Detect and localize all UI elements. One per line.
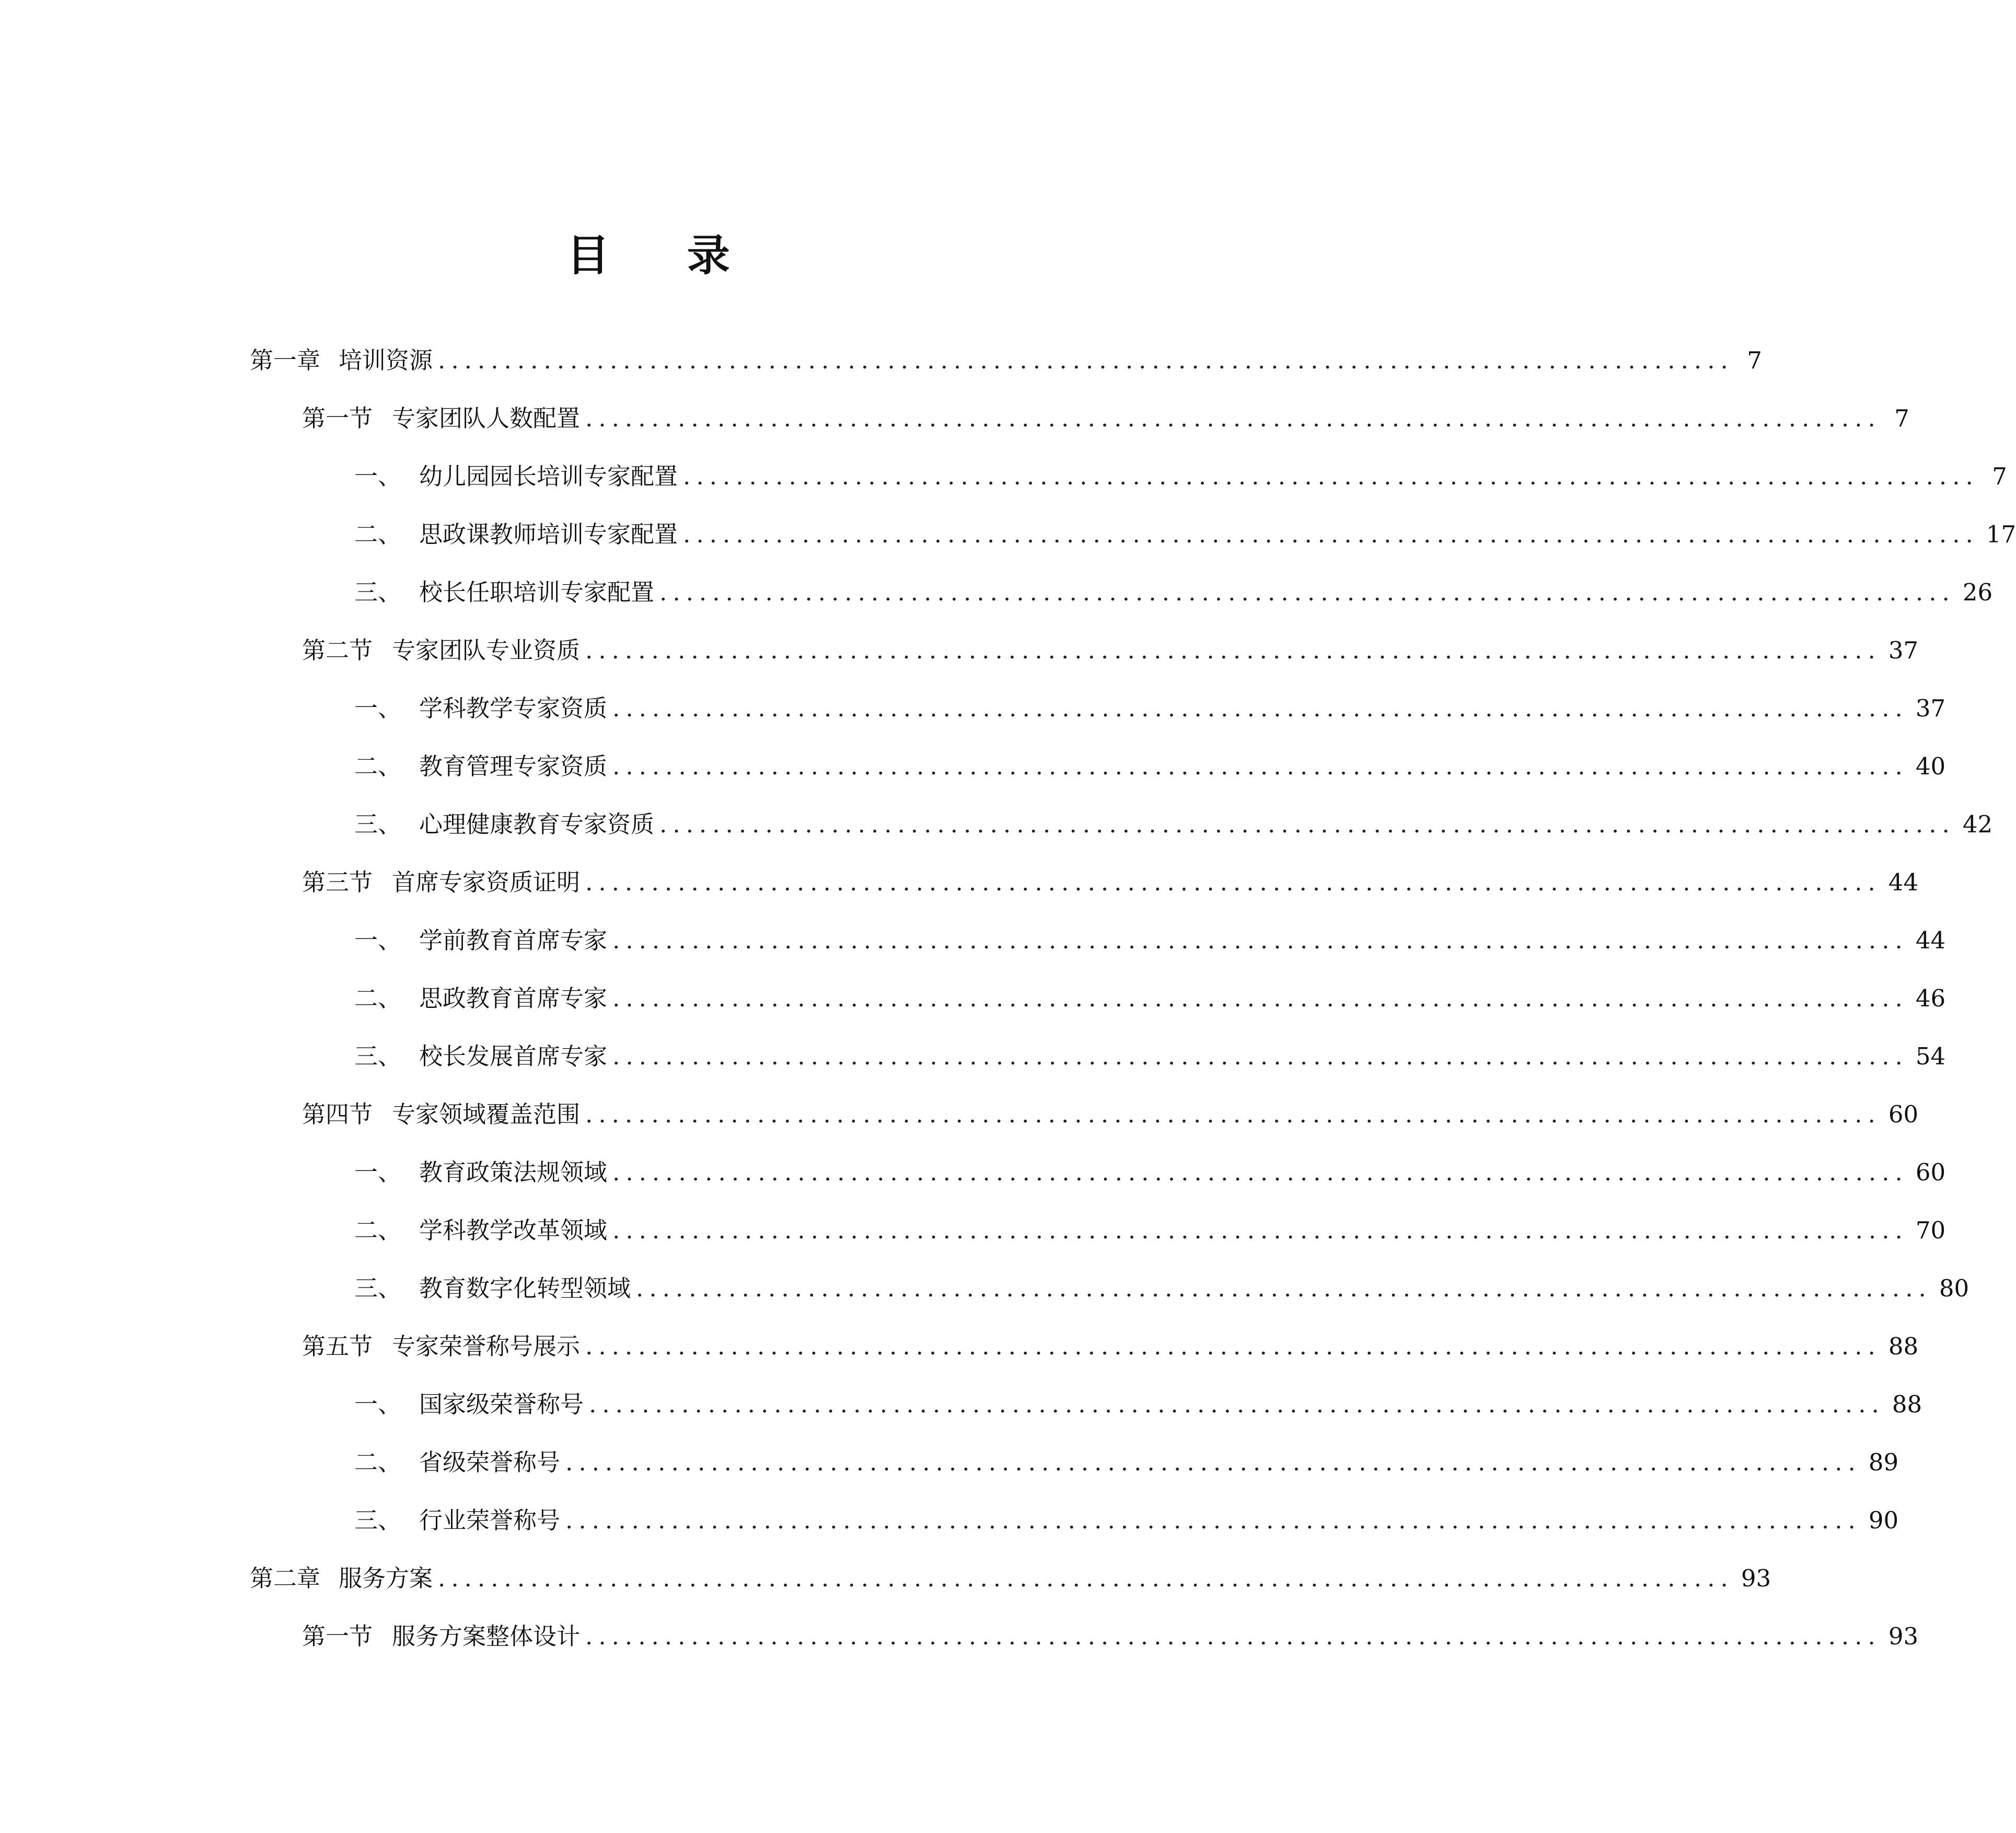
toc-page-number: 80 — [1939, 1274, 1969, 1302]
toc-entry-text: 学科教学改革领域 — [419, 1216, 608, 1244]
toc-entry-text: 教育管理专家资质 — [419, 752, 608, 780]
dot-leader: .................................................................................................. — [683, 520, 1979, 548]
toc-entry-number: 三、 — [354, 1042, 402, 1070]
toc-entry-number: 一、 — [354, 1390, 402, 1418]
toc-page-number: 7 — [1992, 462, 2007, 490]
dot-leader: .................................................................................................. — [659, 578, 1955, 606]
toc-entry[interactable] — [250, 340, 1762, 381]
toc-page-number: 70 — [1915, 1216, 1946, 1244]
toc-page-number: 40 — [1915, 752, 1946, 780]
toc-entry-number: 三、 — [354, 810, 402, 838]
toc-entry-label — [354, 1036, 607, 1077]
toc-entry-text: 服务方案 — [339, 1564, 433, 1592]
toc-entry-number: 一、 — [354, 462, 402, 490]
toc-page-number: 60 — [1915, 1158, 1946, 1186]
toc-page-number: 93 — [1741, 1564, 1771, 1592]
toc-entry-text: 省级荣誉称号 — [419, 1448, 561, 1476]
toc-entry-text: 专家团队人数配置 — [392, 404, 581, 432]
toc-entry-number: 第一节 — [302, 404, 373, 432]
toc-entry[interactable] — [354, 1500, 1899, 1541]
toc-entry-label — [302, 1094, 580, 1135]
toc-entry-text: 专家领域覆盖范围 — [392, 1100, 581, 1128]
dot-leader: .................................................................................................. — [659, 810, 1955, 838]
toc-entry-label — [354, 920, 607, 961]
toc-entry[interactable] — [354, 978, 1946, 1019]
dot-leader: .................................................................................................. — [585, 1332, 1881, 1360]
toc-page-number: 26 — [1962, 578, 1993, 606]
toc-page-number: 46 — [1915, 984, 1946, 1012]
toc-entry-number: 二、 — [354, 984, 402, 1012]
dot-leader: .................................................................................................. — [612, 926, 1908, 954]
toc-entry-number: 三、 — [354, 1274, 402, 1302]
toc-entry-number: 一、 — [354, 694, 402, 722]
dot-leader: .................................................................................................. — [565, 1448, 1861, 1476]
toc-entry-label — [354, 456, 678, 497]
toc-entry-label — [354, 688, 607, 729]
toc-entry-label — [302, 862, 580, 903]
toc-entry[interactable] — [354, 514, 2016, 555]
toc-entry-number: 二、 — [354, 1216, 402, 1244]
toc-entry-label — [354, 1442, 560, 1483]
toc-entry-text: 服务方案整体设计 — [392, 1622, 581, 1650]
toc-entry-label — [302, 1616, 580, 1657]
toc-entry[interactable] — [302, 1616, 1919, 1657]
dot-leader: .................................................................................................. — [438, 1564, 1734, 1592]
toc-entry[interactable] — [302, 630, 1919, 671]
dot-leader: .................................................................................................. — [589, 1390, 1885, 1418]
toc-entry-number: 二、 — [354, 752, 402, 780]
toc-page-number: 44 — [1888, 868, 1919, 896]
toc-entry[interactable] — [354, 1152, 1946, 1193]
toc-entry-label — [354, 1210, 607, 1251]
toc-entry-text: 校长发展首席专家 — [419, 1042, 608, 1070]
dot-leader: .................................................................................................. — [612, 984, 1908, 1012]
toc-entry[interactable] — [354, 746, 1946, 787]
toc-page-number: 7 — [1747, 346, 1762, 374]
dot-leader: .................................................................................................. — [612, 1042, 1908, 1070]
dot-leader: .................................................................................................. — [565, 1506, 1861, 1534]
dot-leader: .................................................................................................. — [612, 1158, 1908, 1186]
toc-entry-number: 第五节 — [302, 1332, 373, 1360]
toc-entry-label — [354, 514, 678, 555]
toc-entry[interactable] — [354, 1442, 1899, 1483]
toc-entry-number: 一、 — [354, 1158, 402, 1186]
toc-entry-text: 教育政策法规领域 — [419, 1158, 608, 1186]
toc-entry-text: 教育数字化转型领域 — [419, 1274, 631, 1302]
dot-leader: .................................................................................................. — [585, 868, 1881, 896]
toc-entry-number: 三、 — [354, 1506, 402, 1534]
toc-entry-text: 学科教学专家资质 — [419, 694, 608, 722]
toc-page-number: 88 — [1892, 1390, 1922, 1418]
dot-leader: .................................................................................................. — [585, 1622, 1881, 1650]
toc-entry-label — [354, 1384, 584, 1425]
toc-entry[interactable] — [354, 804, 1993, 845]
toc-entry-number: 三、 — [354, 578, 402, 606]
toc-page-number: 44 — [1915, 926, 1946, 954]
dot-leader: .................................................................................................. — [585, 1100, 1881, 1128]
toc-entry-text: 学前教育首席专家 — [419, 926, 608, 954]
toc-entry-label — [302, 630, 580, 671]
toc-entry[interactable] — [250, 1558, 1771, 1599]
toc-entry-label — [354, 572, 654, 613]
toc-entry-label — [250, 340, 433, 381]
dot-leader: .................................................................................................. — [612, 694, 1908, 722]
toc-page-number: 42 — [1962, 810, 1993, 838]
toc-entry[interactable] — [354, 688, 1946, 729]
toc-entry-text: 行业荣誉称号 — [419, 1506, 561, 1534]
toc-entry-number: 二、 — [354, 1448, 402, 1476]
toc-entry-number: 第三节 — [302, 868, 373, 896]
toc-page-number: 89 — [1868, 1448, 1899, 1476]
toc-entry-text: 思政教育首席专家 — [419, 984, 608, 1012]
toc-page-number: 90 — [1868, 1506, 1899, 1534]
toc-entry[interactable] — [354, 1036, 1946, 1077]
toc-page-number: 88 — [1888, 1332, 1919, 1360]
toc-page-number: 54 — [1915, 1042, 1946, 1070]
toc-page-number: 7 — [1894, 404, 1909, 432]
toc-entry[interactable] — [354, 1384, 1922, 1425]
toc-entry-text: 培训资源 — [339, 346, 433, 374]
toc-entry-text: 首席专家资质证明 — [392, 868, 581, 896]
toc-entry-number: 第一节 — [302, 1622, 373, 1650]
toc-entry-label — [354, 746, 607, 787]
dot-leader: .................................................................................................. — [585, 636, 1881, 664]
toc-entry-text: 心理健康教育专家资质 — [419, 810, 655, 838]
toc-entry[interactable] — [302, 862, 1919, 903]
toc-page-number: 37 — [1888, 636, 1919, 664]
toc-entry-number: 二、 — [354, 520, 402, 548]
dot-leader: .................................................................................................. — [585, 404, 1881, 432]
dot-leader: .................................................................................................. — [438, 346, 1734, 374]
toc-entry-number: 第二章 — [250, 1564, 321, 1592]
dot-leader: .................................................................................................. — [683, 462, 1979, 490]
page-title: 目 录 — [566, 231, 761, 281]
toc-entry-label — [354, 978, 607, 1019]
toc-entry-number: 第二节 — [302, 636, 373, 664]
toc-page-number: 17 — [1986, 520, 2016, 548]
toc-entry[interactable] — [354, 572, 1993, 613]
toc-entry[interactable] — [302, 398, 1909, 439]
toc-entry-text: 国家级荣誉称号 — [419, 1390, 584, 1418]
toc-entry-text: 专家团队专业资质 — [392, 636, 581, 664]
toc-entry[interactable] — [354, 1268, 1969, 1309]
toc-entry-number: 第一章 — [250, 346, 321, 374]
toc-entry-label — [302, 1326, 580, 1367]
dot-leader: .................................................................................................. — [612, 1216, 1908, 1244]
toc-entry[interactable] — [354, 1210, 1946, 1251]
toc-entry-label — [302, 398, 580, 439]
toc-entry[interactable] — [302, 1326, 1919, 1367]
toc-entry[interactable] — [354, 920, 1946, 961]
toc-entry-label — [354, 1500, 560, 1541]
toc-entry-number: 一、 — [354, 926, 402, 954]
dot-leader: .................................................................................................. — [612, 752, 1908, 780]
toc-entry-text: 幼儿园园长培训专家配置 — [419, 462, 678, 490]
toc-page-number: 60 — [1888, 1100, 1919, 1128]
toc-entry[interactable] — [354, 456, 2007, 497]
toc-entry-text: 思政课教师培训专家配置 — [419, 520, 678, 548]
toc-entry-label — [250, 1558, 433, 1599]
toc-entry-number: 第四节 — [302, 1100, 373, 1128]
toc-page-number: 93 — [1888, 1622, 1919, 1650]
toc-entry-text: 专家荣誉称号展示 — [392, 1332, 581, 1360]
toc-entry-label — [354, 1268, 631, 1309]
toc-entry-label — [354, 1152, 607, 1193]
toc-entry-label — [354, 804, 654, 845]
dot-leader: .................................................................................................. — [636, 1274, 1932, 1302]
toc-entry-text: 校长任职培训专家配置 — [419, 578, 655, 606]
toc-entry[interactable] — [302, 1094, 1919, 1135]
toc-page-number: 37 — [1915, 694, 1946, 722]
